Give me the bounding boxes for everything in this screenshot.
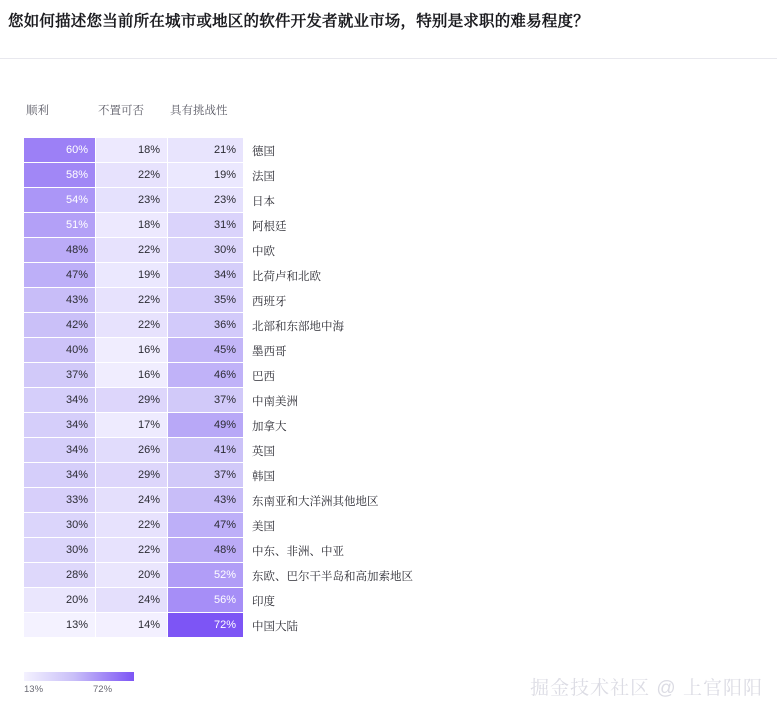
heatmap-cell-value: 72%	[213, 618, 236, 631]
heatmap-cell-value: 51%	[65, 218, 88, 231]
heatmap-row	[24, 488, 413, 513]
heatmap-cell-value: 13%	[65, 618, 88, 631]
heatmap-cell-value: 58%	[65, 168, 88, 181]
heatmap-cell	[96, 613, 168, 638]
heatmap-cell-value: 43%	[213, 493, 236, 506]
heatmap-cell	[24, 188, 96, 213]
heatmap-cell	[168, 288, 244, 313]
heatmap-cell-value: 16%	[137, 343, 160, 356]
heatmap-cell-value: 45%	[213, 343, 236, 356]
row-label: 西班牙	[252, 295, 287, 308]
heatmap-cell	[168, 463, 244, 488]
legend-labels	[24, 684, 146, 698]
heatmap-cell-value: 22%	[137, 293, 160, 306]
heatmap-cell	[24, 388, 96, 413]
heatmap-row	[24, 288, 413, 313]
heatmap-cell	[96, 513, 168, 538]
heatmap-cell	[168, 588, 244, 613]
heatmap-cell-value: 37%	[213, 393, 236, 406]
heatmap-cell	[168, 238, 244, 263]
heatmap-cell-value: 40%	[65, 343, 88, 356]
heatmap-row	[24, 363, 413, 388]
heatmap-cell-value: 34%	[65, 418, 88, 431]
heatmap-cell-value: 46%	[213, 368, 236, 381]
heatmap-cell	[96, 488, 168, 513]
heatmap-cell	[96, 438, 168, 463]
heatmap-cell	[96, 388, 168, 413]
heatmap-cell	[96, 188, 168, 213]
heatmap-chart	[24, 104, 413, 638]
heatmap-cell-value: 29%	[137, 393, 160, 406]
heatmap-cell-value: 22%	[137, 543, 160, 556]
heatmap-cell	[96, 588, 168, 613]
heatmap-cell-value: 23%	[213, 193, 236, 206]
heatmap-cell-value: 34%	[213, 268, 236, 281]
heatmap-row	[24, 388, 413, 413]
heatmap-cell-value: 37%	[65, 368, 88, 381]
legend-gradient-bar	[24, 672, 134, 681]
heatmap-cell-value: 22%	[137, 168, 160, 181]
legend-max-label: 72%	[93, 684, 113, 695]
row-label: 英国	[252, 445, 275, 458]
column-header-1: 不置可否	[98, 105, 144, 117]
row-label: 东欧、巴尔干半岛和高加索地区	[252, 570, 413, 583]
heatmap-cell-value: 33%	[65, 493, 88, 506]
heatmap-cell-value: 20%	[65, 593, 88, 606]
heatmap-cell-value: 52%	[213, 568, 236, 581]
heatmap-cell-value: 49%	[213, 418, 236, 431]
heatmap-row	[24, 563, 413, 588]
heatmap-cell-value: 42%	[65, 318, 88, 331]
heatmap-cell-value: 14%	[137, 618, 160, 631]
heatmap-row	[24, 163, 413, 188]
heatmap-cell-value: 21%	[213, 143, 236, 156]
heatmap-cell-value: 17%	[137, 418, 160, 431]
heatmap-cell	[168, 313, 244, 338]
heatmap-cell-value: 24%	[137, 493, 160, 506]
heatmap-cell	[24, 513, 96, 538]
heatmap-cell-value: 43%	[65, 293, 88, 306]
heatmap-cell	[96, 563, 168, 588]
heatmap-cell	[168, 413, 244, 438]
heatmap-cell-value: 60%	[65, 143, 88, 156]
color-legend	[24, 672, 146, 698]
row-label: 东南亚和大洋洲其他地区	[252, 495, 379, 508]
heatmap-row	[24, 613, 413, 638]
heatmap-cell	[24, 288, 96, 313]
heatmap-cell-value: 19%	[137, 268, 160, 281]
row-label: 日本	[252, 195, 275, 208]
heatmap-row	[24, 313, 413, 338]
heatmap-cell	[168, 213, 244, 238]
heatmap-cell	[24, 563, 96, 588]
heatmap-cell	[168, 538, 244, 563]
heatmap-cell	[96, 538, 168, 563]
heatmap-cell	[96, 288, 168, 313]
heatmap-cell	[96, 338, 168, 363]
heatmap-cell	[168, 488, 244, 513]
heatmap-cell-value: 36%	[213, 318, 236, 331]
heatmap-cell-value: 47%	[65, 268, 88, 281]
page-title: 您如何描述您当前所在城市或地区的软件开发者就业市场，特别是求职的难易程度？	[8, 13, 589, 30]
heatmap-cell	[168, 438, 244, 463]
heatmap-row	[24, 263, 413, 288]
heatmap-cell	[24, 138, 96, 163]
row-label: 中欧	[252, 245, 275, 258]
watermark-text: 掘金技术社区 @ 上官阳阳	[530, 678, 763, 699]
heatmap-row	[24, 338, 413, 363]
heatmap-cell-value: 56%	[213, 593, 236, 606]
heatmap-cell	[24, 613, 96, 638]
heatmap-cell-value: 29%	[137, 468, 160, 481]
heatmap-cell	[24, 263, 96, 288]
heatmap-row	[24, 213, 413, 238]
row-label: 中南美洲	[252, 395, 298, 408]
heatmap-cell	[168, 188, 244, 213]
heatmap-cell-value: 22%	[137, 318, 160, 331]
heatmap-cell-value: 18%	[137, 218, 160, 231]
row-label: 韩国	[252, 470, 275, 483]
heatmap-cell	[96, 213, 168, 238]
heatmap-cell	[24, 338, 96, 363]
heatmap-row	[24, 438, 413, 463]
heatmap-cell	[168, 563, 244, 588]
heatmap-cell-value: 23%	[137, 193, 160, 206]
heatmap-cell	[24, 238, 96, 263]
heatmap-cell	[168, 163, 244, 188]
heatmap-cell-value: 31%	[213, 218, 236, 231]
column-header-0: 顺利	[26, 105, 49, 117]
heatmap-cell-value: 34%	[65, 443, 88, 456]
heatmap-cell-value: 37%	[213, 468, 236, 481]
heatmap-cell	[168, 138, 244, 163]
header-divider	[0, 58, 777, 59]
heatmap-cell-value: 26%	[137, 443, 160, 456]
heatmap-cell-value: 48%	[65, 243, 88, 256]
heatmap-cell	[168, 263, 244, 288]
heatmap-cell-value: 41%	[213, 443, 236, 456]
heatmap-cell-value: 34%	[65, 393, 88, 406]
heatmap-row	[24, 413, 413, 438]
row-label: 中东、非洲、中亚	[252, 545, 344, 558]
heatmap-cell	[168, 363, 244, 388]
row-label: 加拿大	[252, 420, 287, 433]
heatmap-cell-value: 16%	[137, 368, 160, 381]
heatmap-cell	[96, 363, 168, 388]
column-header-2: 具有挑战性	[170, 105, 228, 117]
heatmap-row	[24, 238, 413, 263]
heatmap-cell	[24, 463, 96, 488]
row-label: 巴西	[252, 370, 275, 383]
heatmap-row	[24, 588, 413, 613]
heatmap-row	[24, 463, 413, 488]
heatmap-cell	[168, 388, 244, 413]
heatmap-cell-value: 54%	[65, 193, 88, 206]
legend-min-label: 13%	[24, 684, 44, 695]
heatmap-cell	[96, 313, 168, 338]
heatmap-cell-value: 30%	[65, 543, 88, 556]
heatmap-cell-value: 30%	[65, 518, 88, 531]
heatmap-row	[24, 513, 413, 538]
heatmap-cell	[96, 138, 168, 163]
heatmap-cell-value: 20%	[137, 568, 160, 581]
heatmap-body	[24, 138, 413, 638]
row-label: 阿根廷	[252, 220, 287, 233]
heatmap-cell-value: 22%	[137, 243, 160, 256]
heatmap-cell	[96, 463, 168, 488]
column-header-row	[24, 104, 413, 138]
heatmap-cell-value: 18%	[137, 143, 160, 156]
heatmap-cell	[96, 263, 168, 288]
heatmap-cell-value: 34%	[65, 468, 88, 481]
heatmap-cell	[24, 313, 96, 338]
heatmap-row	[24, 138, 413, 163]
heatmap-row	[24, 188, 413, 213]
heatmap-cell-value: 19%	[213, 168, 236, 181]
heatmap-cell-value: 47%	[213, 518, 236, 531]
row-label: 比荷卢和北欧	[252, 270, 321, 283]
row-label: 北部和东部地中海	[252, 320, 344, 333]
heatmap-cell-value: 24%	[137, 593, 160, 606]
row-label: 中国大陆	[252, 620, 298, 633]
heatmap-cell	[168, 613, 244, 638]
heatmap-cell	[96, 238, 168, 263]
heatmap-cell	[24, 538, 96, 563]
heatmap-cell-value: 35%	[213, 293, 236, 306]
heatmap-cell	[24, 213, 96, 238]
heatmap-cell-value: 22%	[137, 518, 160, 531]
heatmap-cell	[96, 413, 168, 438]
row-label: 德国	[252, 145, 275, 158]
row-label: 墨西哥	[252, 345, 287, 358]
heatmap-cell	[24, 363, 96, 388]
heatmap-cell	[24, 413, 96, 438]
heatmap-cell-value: 48%	[213, 543, 236, 556]
heatmap-cell	[96, 163, 168, 188]
heatmap-cell	[24, 163, 96, 188]
row-label: 印度	[252, 595, 275, 608]
heatmap-cell	[24, 588, 96, 613]
row-label: 法国	[252, 170, 275, 183]
heatmap-cell	[168, 338, 244, 363]
heatmap-cell-value: 30%	[213, 243, 236, 256]
heatmap-cell-value: 28%	[65, 568, 88, 581]
heatmap-cell	[24, 488, 96, 513]
heatmap-cell	[24, 438, 96, 463]
heatmap-cell	[168, 513, 244, 538]
row-label: 美国	[252, 520, 275, 533]
heatmap-row	[24, 538, 413, 563]
